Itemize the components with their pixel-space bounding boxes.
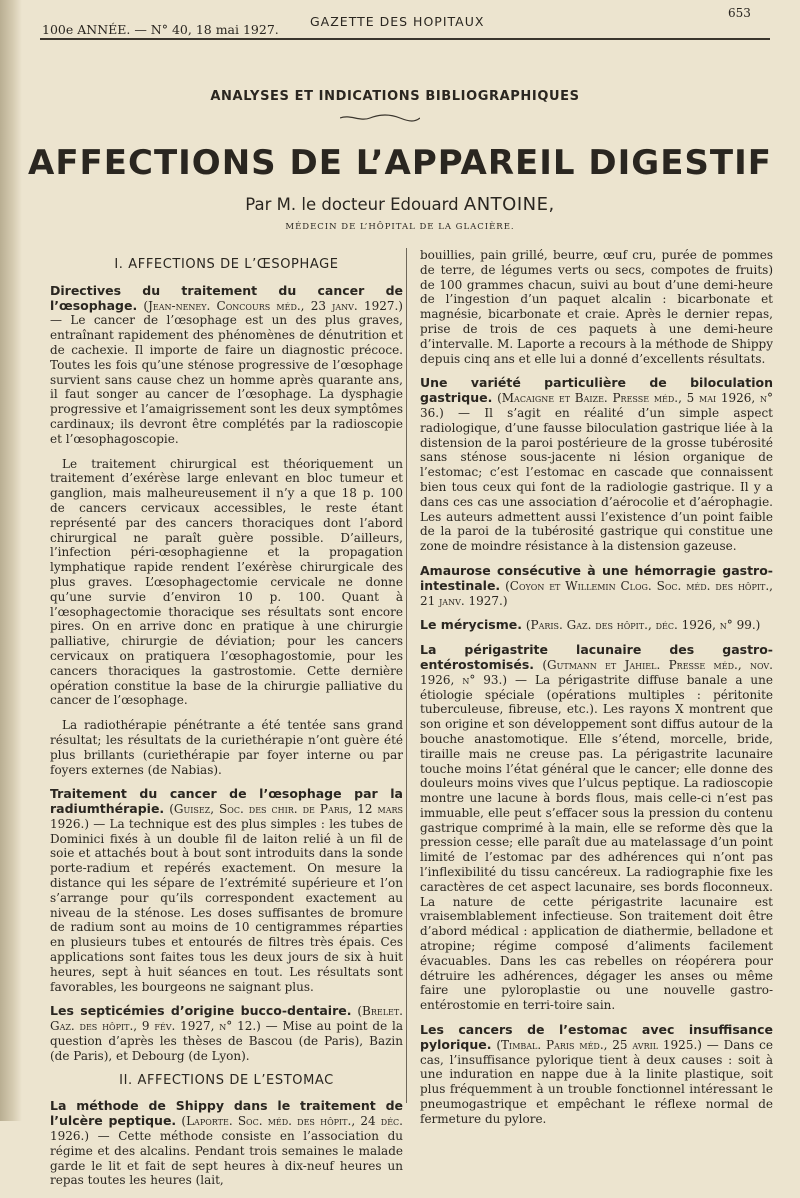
entry-source: (Laporte. Soc. méd. des hôpit., 24 déc. 1926.) — [50, 1114, 403, 1144]
paragraph-continued: bouillies, pain grillé, beurre, œuf cru, purée de pommes de terre, de légumes verts ou secs, compotes de fruits) de 100 grammes chacun, suivi au bout d’une demi-heure de l’ingestion d’un paquet alcalin : bicarbonate et magnésie, bicarbonate et craie. Après le dernier repas, prise de trois de ces paquets à une demi-heure d’intervalle. M. Laporte a recours à la méthode de Shippy depuis cinq ans et elle lui a donné d’excellents résultats. [420, 248, 773, 366]
entry-text: Cette méthode consiste en l’association du régime et des alcalins. Pendant trois semaines le malade garde le lit et fait de sept heures à dix-neuf heures un repas toutes les heures (lait, [50, 1129, 403, 1188]
entry-source: (Brelet. Gaz. des hôpit., 9 fév. 1927, n° 12.) — [50, 1004, 403, 1034]
entry-title: Une variété particulière de biloculation gastrique. [420, 375, 773, 406]
article-entry [420, 618, 773, 633]
issue-info: 100e ANNÉE. — N° 40, 18 mai 1927. [42, 22, 279, 37]
section-title: ANALYSES ET INDICATIONS BIBLIOGRAPHIQUES [210, 89, 580, 104]
page-number: 653 [728, 6, 751, 20]
entry-title: Le mérycisme. [420, 617, 522, 633]
entry-source: (Coyon et Willemin Clog. Soc. méd. des hôpit., 21 janv. 1927.) [420, 578, 773, 608]
entry-text: Le cancer de l’œsophage est un des plus graves, entraînant rapidement des phénomènes de dénutrition et de cachexie. Il importe de faire un diagnostic précoce. Toutes les fois qu’une sténose progressive de l’œsophage survient sans cause chez un homme après quarante ans, il faut songer au cancer de l’œsophage. La dysphagie progressive et l’amaigrissement sont les deux symptômes cardinaux; ils devront être complétés par la radioscopie et l’œsophagoscopie. [50, 313, 403, 446]
entry-source: (Jean-neney. Concours méd., 23 janv. 1927.) — [50, 298, 403, 328]
entry-title: La méthode de Shippy dans le traitement de l’ulcère peptique. [50, 1098, 403, 1129]
paragraph: Le traitement chirurgical est théoriquement un traitement d’exérèse large enlevant en bloc tumeur et ganglion, mais malheureusement il n’y a que 18 p. 100 de cancers cervicaux accessibles, le reste étant représenté par des cancers thoraciques dont l’abord chirurgical ne paraît guère possible. D’ailleurs, l’infection péri-œsophagienne et la propagation lymphatique rapide rendent l’exérèse chirurgicale des plus graves. L’œsophagectomie cervicale ne donne qu’une survie d’environ 10 p. 100. Quant à l’œsophagectomie thoracique ses résultats sont encore pires. On en arrive donc en pratique à une chirurgie palliative, chirurgie de déviation; pour les cancers cervicaux on pratiquera l’œsophagostomie, pour les cancers thoraciques la gastrostomie. Cette dernière opération constitue la base de la chirurgie palliative du cancer de l’œsophage. [50, 456, 403, 708]
entry-title: La périgastrite lacunaire des gastro-entérostomisés. [420, 642, 773, 672]
entry-text: La technique est des plus simples : les tubes de Dominici fixés à un double fil de laiton relié à un fil de soie et attachés bout à bout sont introduits dans la sonde porte-radium et repérés exactement. On mesure la distance qui les sépare de l’extrémité supérieure et l’on s’arrange pour qu’ils correspondent exactement au niveau de la sténose. Les doses suffisantes de bromure de radium sont au moins de 10 centigrammes réparties en plusieurs tubes et entourés de filtres très épais. Ces applications sont faites tous les deux jours de six à huit heures, sept à huit séances en tout. Les résultats sont favorables, les bourgeons ne saignant plus. [50, 816, 403, 994]
article-entry [50, 787, 403, 994]
entry-text: Dans ce cas, l’insuffisance pylorique tient à deux causes : soit à une induration en nappe due à la linite plastique, soit plus fréquemment à un trouble fonctionnel intéressant le pneumogastrique et empêchant le réflexe normal de fermeture du pylore. [420, 1037, 773, 1126]
article-entry [420, 376, 773, 554]
ornament-divider [340, 114, 420, 122]
heading-stomach: II. AFFECTIONS DE L’ESTOMAC [119, 1072, 334, 1088]
article-entry [420, 643, 773, 1013]
author-name: ANTOINE, [463, 194, 555, 215]
article-entry [420, 564, 773, 608]
column-divider [406, 248, 407, 1103]
entry-text: Il s’agit en réalité d’un simple aspect radiologique, d’une fausse biloculation gastrique liée à la distension de la paroi postérieure de la grosse tubérosité sans sténose sous-jacente ni lésion organique de l’estomac; c’est l’estomac en cascade que connaissent bien tous ceux qui font de la radiologie gastrique. Il y a dans ces cas une association d’aérocolie et d’aérophagie. Les auteurs admettent aussi l’existence d’un point faible de la paroi de la tubérosité gastrique qui constitue une zone de moindre résistance à la distension gazeuse. [420, 405, 773, 554]
article-title: AFFECTIONS DE L’APPAREIL DIGESTIF [28, 143, 772, 183]
entry-source: (Macaigne et Baize. Presse méd., 5 mai 1926, n° 36.) — [420, 391, 773, 420]
entry-source: (Guisez, Soc. des chir. de Paris, 12 mars 1926.) — [50, 802, 403, 831]
entry-source: (Timbal. Paris méd., 25 avril 1925.) — [496, 1037, 719, 1052]
entry-title: Les cancers de l’estomac avec insuffisance pylorique. [420, 1022, 773, 1052]
entry-title: Amaurose consécutive à une hémorragie gastro-intestinale. [420, 562, 773, 593]
paragraph: La radiothérapie pénétrante a été tentée sans grand résultat; les résultats de la curiethérapie n’ont guère été plus brillants (curiethérapie par foyer interne ou par foyers externes (de Nabias). [50, 718, 403, 777]
article-entry [50, 1099, 403, 1188]
article-entry [50, 1004, 403, 1063]
entry-title: Traitement du cancer de l’œsophage par la radiumthérapie. [50, 786, 403, 817]
entry-source: (Paris. Gaz. des hôpit., déc. 1926, n° 99.) [525, 618, 761, 633]
right-column [420, 248, 773, 1137]
entry-source: (Gutmann et Jahiel. Presse méd., nov. 1926, n° 93.) — [420, 657, 773, 687]
article-entry [420, 1023, 773, 1127]
author-prefix: Par M. le docteur Edouard [245, 195, 459, 214]
author-line [0, 194, 800, 215]
left-column [50, 248, 403, 1198]
entry-title: Directives du traitement du cancer de l’œsophage. [50, 282, 403, 313]
journal-title: GAZETTE DES HOPITAUX [310, 14, 485, 29]
author-role: MÉDECIN DE L’HÔPITAL DE LA GLACIÈRE. [285, 222, 515, 232]
article-entry [50, 284, 403, 447]
entry-title: Les septicémies d’origine bucco-dentaire. [50, 1003, 352, 1019]
entry-text: Mise au point de la question d’après les thèses de Bascou (de Paris), Bazin (de Paris), et Debourg (de Lyon). [50, 1019, 403, 1063]
header-rule [40, 38, 770, 40]
heading-oesophagus: I. AFFECTIONS DE L’ŒSOPHAGE [114, 257, 339, 272]
entry-text: La périgastrite diffuse banale a une étiologie spéciale (opérations multiples : péritonite tuberculeuse, fibreuse, etc.). Les rayons X montrent que son origine et son développement sont diffus autour de la bouche anastomotique. Elle s’étend, morcelle, bride, tiraille mais ne creuse pas. La périgastrite lacunaire touche moins l’état général que le cancer; elle donne des douleurs moins vives que l’ulcus peptique. La radioscopie montre une lacune à bords flous, mais celle-ci n’est pas immuable, elle peut s’effacer sous la pression du contenu gastrique comprimé à la main, elle se reforme dès que la pression cesse; elle paraît due au matelassage d’un point limité de l’estomac par des adhérences qui n’ont pas l’inflexibilité du tissu cancéreux. La radiographie fixe les caractères de cet aspect lacunaire, ses bords floconneux. La nature de cette périgastrite lacunaire est vraisemblablement infectieuse. Son traitement doit être d’abord médical : application de diathermie, belladone et atropine; régime composé d’aliments facilement évacuables. Dans les cas rebelles on réopérera pour détruire les adhérences, dégager les anses ou même faire une pyloroplastie ou une nouvelle gastro-entérostomie en terri-toire sain. [420, 672, 773, 1013]
